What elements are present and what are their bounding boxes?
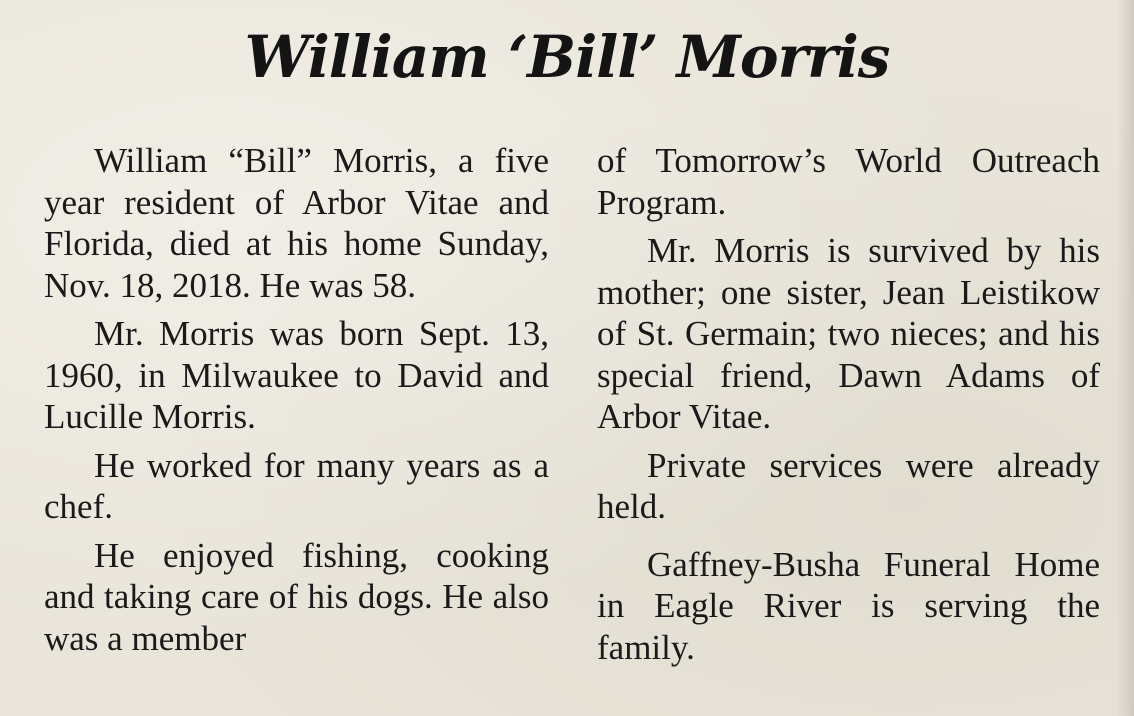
paragraph-hobbies: He enjoyed fishing, cooking and taking care of his dogs. He also was a member bbox=[44, 535, 549, 658]
left-column bbox=[44, 140, 549, 659]
obituary-headline: William ‘Bill’ Morris bbox=[244, 23, 890, 91]
paragraph-survivors: Mr. Morris is survived by his mother; one sister, Jean Leistikow of St. Germain; two nieces; and his special friend, Dawn Adams of Arbor Vitae. bbox=[597, 231, 1100, 436]
paragraph-services: Private services were already held. bbox=[597, 445, 1100, 526]
paragraph-funeral-home: Gaffney-Busha Funeral Home in Eagle River is serving the family. bbox=[597, 544, 1100, 667]
right-column bbox=[597, 140, 1100, 668]
paragraph-hobbies-continued: of Tomorrow’s World Outreach Program. bbox=[597, 141, 1100, 222]
clipping-edge-shadow bbox=[1116, 0, 1134, 716]
paragraph-career: He worked for many years as a chef. bbox=[44, 445, 549, 526]
paragraph-death-notice: William “Bill” Morris, a five year resident of Arbor Vitae and Florida, died at his home Sunday, Nov. 18, 2018. He was 58. bbox=[44, 141, 549, 305]
paragraph-birth: Mr. Morris was born Sept. 13, 1960, in Milwaukee to David and Lucille Morris. bbox=[44, 314, 549, 436]
